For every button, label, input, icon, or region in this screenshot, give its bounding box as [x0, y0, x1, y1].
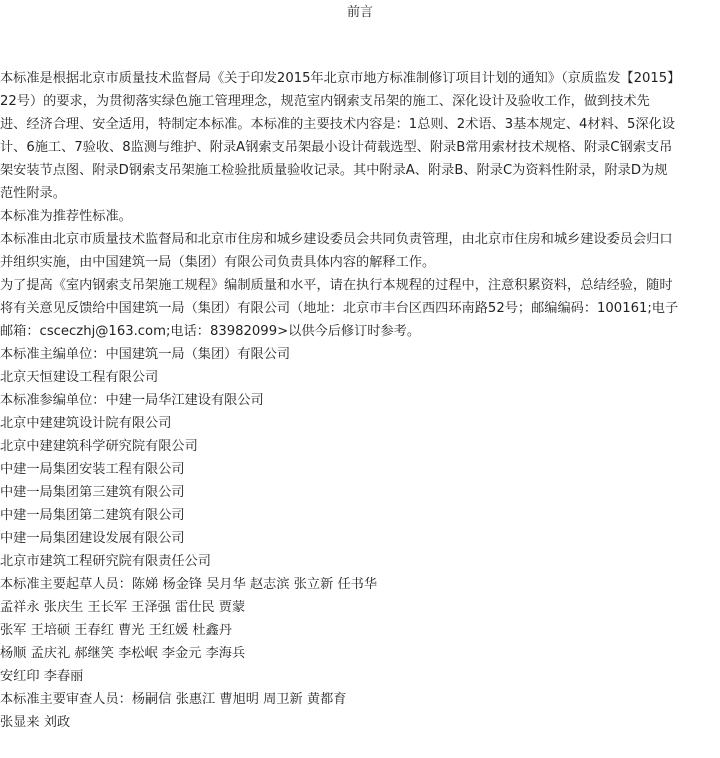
text-line: 范性附录。 — [0, 186, 66, 201]
text-line: 为了提高《室内钢索支吊架施工规程》编制质量和水平，请在执行本规程的过程中，注意积累资料，总结经验，随时 — [0, 278, 673, 293]
text-line: 中建一局集团安装工程有限公司 — [0, 462, 185, 477]
text-line: 本标准主编单位：中国建筑一局（集团）有限公司 — [0, 347, 291, 362]
page-title: 前言 — [346, 5, 373, 20]
text-line: 本标准为推荐性标准。 — [0, 209, 132, 224]
document-body — [0, 67, 716, 734]
text-line: 计、6施工、7验收、8监测与维护、附录A钢索支吊架最小设计荷载选型、附录B常用索材技术规格、附录C钢索支吊 — [0, 140, 673, 155]
text-line: 架安装节点图、附录D钢索支吊架施工检验批质量验收记录。其中附录A、附录B、附录C为资料性附录，附录D为规 — [0, 163, 668, 178]
text-line: 中建一局集团第二建筑有限公司 — [0, 508, 185, 523]
text-line: 22号）的要求，为贯彻落实绿色施工管理理念，规范室内钢索支吊架的施工、深化设计及验收工作，做到技术先 — [0, 94, 650, 109]
text-line: 将有关意见反馈给中国建筑一局（集团）有限公司（地址：北京市丰台区西四环南路52号；邮编编码：100161;电子 — [0, 301, 679, 316]
text-line: 本标准由北京市质量技术监督局和北京市住房和城乡建设委员会共同负责管理，由北京市住房和城乡建设委员会归口 — [0, 232, 673, 247]
text-line: 杨顺 孟庆礼 郝继笑 李松岷 李金元 李海兵 — [0, 646, 246, 661]
text-line: 北京市建筑工程研究院有限责任公司 — [0, 554, 211, 569]
text-line: 北京天恒建设工程有限公司 — [0, 370, 159, 385]
text-line: 进、经济合理、安全适用，特制定本标准。本标准的主要技术内容是：1总则、2术语、3基本规定、4材料、5深化设 — [0, 117, 675, 132]
text-line: 张显来 刘政 — [0, 715, 71, 730]
text-line: 北京中建建筑设计院有限公司 — [0, 416, 172, 431]
text-line: 孟祥永 张庆生 王长军 王泽强 雷仕民 贾蒙 — [0, 600, 246, 615]
text-line: 邮箱：csceczhj@163.com;电话：83982099>以供今后修订时参考。 — [0, 324, 421, 339]
text-line: 并组织实施，由中国建筑一局（集团）有限公司负责具体内容的解释工作。 — [0, 255, 436, 270]
text-line: 中建一局集团建设发展有限公司 — [0, 531, 185, 546]
text-line: 本标准主要起草人员：陈娣 杨金锋 吴月华 赵志滨 张立新 任书华 — [0, 577, 378, 592]
text-line: 安红印 李春丽 — [0, 669, 84, 684]
text-line: 本标准主要审查人员：杨嗣信 张惠江 曹旭明 周卫新 黄都育 — [0, 692, 347, 707]
text-line: 本标准是根据北京市质量技术监督局《关于印发2015年北京市地方标准制修订项目计划的通知》（京质监发【2015】 — [0, 71, 681, 86]
text-line: 张军 王培硕 王春红 曹光 王红媛 杜鑫丹 — [0, 623, 232, 638]
text-line: 本标准参编单位：中建一局华江建设有限公司 — [0, 393, 264, 408]
text-line: 北京中建建筑科学研究院有限公司 — [0, 439, 198, 454]
text-line: 中建一局集团第三建筑有限公司 — [0, 485, 185, 500]
